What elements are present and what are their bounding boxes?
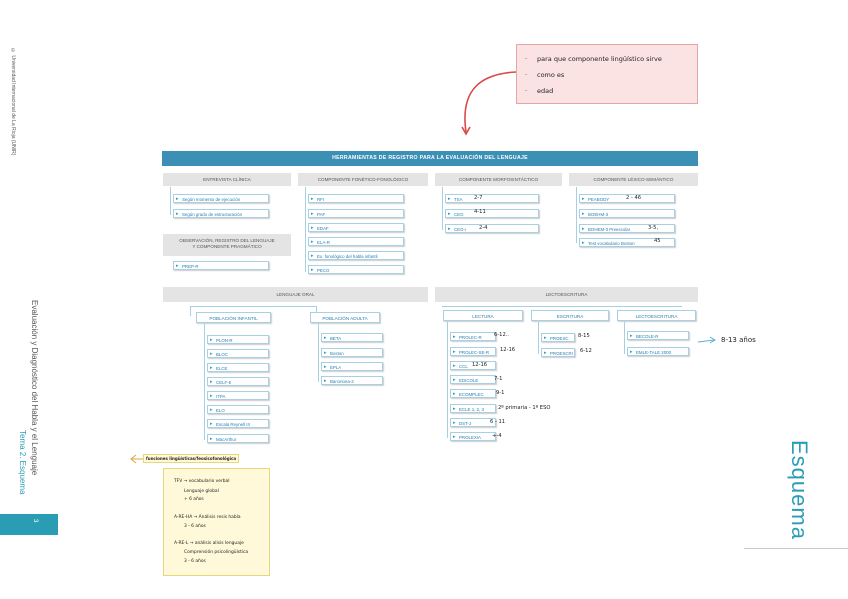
adulta-item: ▸ Boston: [321, 348, 383, 357]
section-title: Tema 2. Esquema: [18, 430, 27, 495]
lectoescritura-category: LECTOESCRITURA: [435, 287, 698, 302]
lexico-item: ▸ PEABODY: [579, 194, 675, 203]
esquema-heading: Esquema: [787, 440, 812, 540]
fonologico-item: ▸ EDAF: [308, 223, 404, 232]
poblacion-adulta-box: POBLACIÓN ADULTA: [310, 312, 380, 323]
adulta-item: ▸ BETA: [321, 333, 383, 342]
yellow-line: + 6 años: [184, 497, 204, 502]
handwritten-age: +-4: [492, 433, 502, 439]
lectura-item: ▸ EDICOLE: [450, 375, 496, 384]
infantil-item: ▸ BLOC: [207, 349, 269, 358]
note-item: · edad: [537, 87, 553, 95]
fonetico-fonologico-category: COMPONENTE FONÉTICO-FONOLÓGICO: [298, 173, 428, 186]
yellow-annotation-note: [163, 468, 270, 576]
fonologico-item: ▸ PECO: [308, 265, 404, 274]
escritura-box: ESCRITURA: [531, 310, 609, 321]
fonologico-item: ▸ ELA-R: [308, 237, 404, 246]
document-title: Evaluación y Diagnóstico del Habla y el Lenguaje: [30, 300, 39, 476]
lectura-item: ▸ ECOMPLEC: [450, 389, 496, 398]
handwritten-age: 2-7: [474, 195, 483, 201]
lectoescritura-item: ▸ BECOLE-R: [627, 331, 689, 340]
lectura-item: ▸ PROLEXIA: [450, 432, 496, 441]
fonologico-item: ▸ PAF: [308, 209, 404, 218]
escritura-item: ▸ PROESC: [541, 333, 575, 342]
infantil-item: ▸ PLON-R: [207, 335, 269, 344]
lexico-item: ▸ Test vocabulario Boston: [579, 238, 675, 247]
observacion-title-line-1: OBSERVACIÓN, REGISTRO DEL LENGUAJE: [179, 238, 275, 243]
handwritten-age: 3-5,: [648, 225, 659, 231]
poblacion-infantil-box: POBLACIÓN INFANTIL: [196, 312, 271, 323]
lenguaje-oral-category: LENGUAJE ORAL: [163, 287, 428, 302]
handwritten-age: 2 - 46: [626, 195, 642, 201]
infantil-item: ▸ MacArthur: [207, 434, 269, 443]
morfosintactico-item: ▸ CEG-i: [445, 224, 539, 233]
lectura-item: ▸ DST-J: [450, 418, 496, 427]
observacion-category: [163, 234, 291, 256]
lectura-item: ▸ PROLEC-R: [450, 332, 496, 341]
entrevista-item: ▸ Según grado de estructuración: [173, 209, 269, 218]
morfosintactico-item: ▸ CEG: [445, 209, 539, 218]
lexico-item: ▸ BOEHM-3: [579, 209, 675, 218]
yellow-line: A-RE-HA → Análisis resis habla: [174, 515, 241, 520]
adulta-item: ▸ EPLA: [321, 362, 383, 371]
yellow-line: Lenguaje global: [184, 489, 219, 494]
page-number: 3: [32, 519, 38, 523]
yellow-line: Comprensión psicolingüística: [184, 550, 249, 555]
infantil-item: ▸ Escala Reynell III: [207, 419, 269, 428]
handwritten-age: 12-16: [500, 347, 516, 353]
lectura-box: LECTURA: [443, 310, 523, 321]
lectura-item: ▸ PROLEC-SE-R: [450, 347, 496, 356]
handwritten-age: 7-1: [494, 376, 503, 382]
handwritten-age: 2-4: [479, 225, 488, 231]
yellow-line: TFV → vocabulario verbal: [174, 479, 230, 484]
yellow-line: 3 - 6 años: [184, 559, 206, 564]
infantil-item: ▸ ELCE: [207, 363, 269, 372]
entrevista-item: ▸ Según momento de ejecución: [173, 194, 269, 203]
copyright-text: © Universidad Internacional de La Rioja (UNIR): [10, 48, 16, 156]
lectoescritura-item: ▸ EMLE-TALE 2000: [627, 347, 689, 356]
handwritten-age: 45: [654, 238, 661, 244]
handwritten-age: 6 - 11: [490, 419, 506, 425]
observacion-title-line-2: Y COMPONENTE PRAGMÁTICO: [192, 244, 262, 249]
handwritten-age: 2º primaria - 1º ESO: [498, 405, 551, 411]
note-item: · para que componente lingüístico sirve: [537, 55, 662, 63]
yellow-line: A-RE-L → análisis alisis lenguaje: [174, 541, 244, 546]
lexico-semantico-category: COMPONENTE LÉXICO-SEMÁNTICO: [569, 173, 698, 186]
morfosintactico-item: ▸ TSA: [445, 194, 539, 203]
note-item: · como es: [537, 71, 564, 79]
handwritten-age: 6-12: [580, 348, 592, 354]
tools-header: HERRAMIENTAS DE REGISTRO PARA LA EVALUACIÓN DEL LENGUAJE: [162, 151, 698, 166]
fonologico-item: ▸ Ex. fonológico del habla infantil: [308, 251, 404, 260]
handwritten-age: 6-12..: [494, 332, 510, 338]
lexico-item: ▸ BOHEM-3 Preescolar: [579, 224, 675, 233]
adulta-item: ▸ Barcelona-2: [321, 376, 383, 385]
morfosintactico-category: COMPONENTE MORFOSINTÁCTICO: [435, 173, 562, 186]
handwritten-age: 8-15: [578, 333, 590, 339]
lectura-item: ▸ ECLE 1, 2, 3: [450, 404, 496, 413]
yellow-line: 3 - 6 años: [184, 524, 206, 529]
observacion-item: ▸ PREP-R: [173, 261, 269, 270]
handwritten-age: 9-1: [496, 390, 505, 396]
infantil-item: ▸ CELF-5: [207, 377, 269, 386]
lectura-item: ▸ CCL: [450, 361, 496, 370]
infantil-item: ▸ ITPA: [207, 391, 269, 400]
entrevista-clinica-category: ENTREVISTA CLÍNICA: [163, 173, 291, 186]
handwritten-age: 12-16: [472, 362, 488, 368]
infantil-item: ▸ ELO: [207, 405, 269, 414]
fonologico-item: ▸ RFI: [308, 194, 404, 203]
lectoescritura-box: LECTOESCRITURA: [617, 310, 696, 321]
yellow-annotation-title: funciones lingüísticas/feosicofonológica: [143, 454, 239, 463]
handwritten-age-range: 8-13 años: [721, 336, 756, 344]
handwritten-age: 4-11: [474, 209, 486, 215]
escritura-item: ▸ PROESCRI: [541, 348, 575, 357]
